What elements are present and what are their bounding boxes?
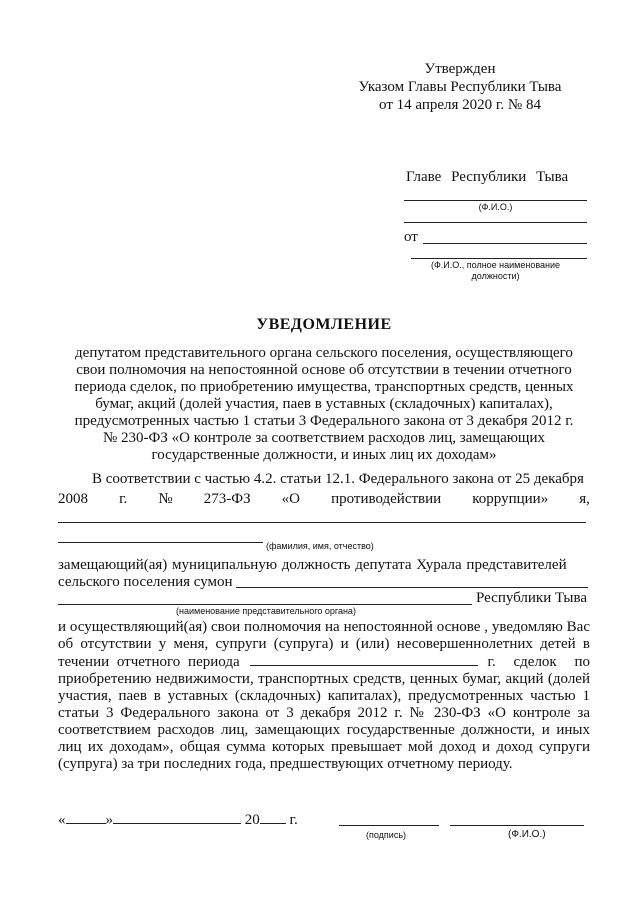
settlement-input-line[interactable] [236, 587, 588, 588]
statement-line: соответствием расходов лиц, замещающих государственные должности, и иных [58, 722, 590, 738]
notice-line: государственные должности, и иных лиц их доходам» [151, 447, 497, 463]
from-line-2[interactable] [411, 258, 587, 259]
statement-line: и осуществляющий(ая) свои полномочия на непостоянной основе , уведомляю Вас [58, 619, 590, 635]
name-input-line[interactable] [58, 522, 586, 523]
year-input-line[interactable] [260, 811, 286, 824]
notice-line: периода сделок, по приобретению имущества, транспортных средств, ценных [74, 379, 574, 395]
name-caption: (фамилия, имя, отчество) [266, 541, 374, 551]
period-label: течении отчетного периода [58, 654, 240, 670]
approval-line-3: от 14 апреля 2020 г. № 84 [379, 97, 541, 113]
statement-line-3 [58, 653, 590, 671]
year-suffix: г. [289, 812, 298, 828]
fio-caption: (Ф.И.О.) [478, 202, 513, 212]
statement-line: лиц их доходам», общая сумма которых превышает мой доход и доход супруги [58, 739, 590, 755]
statement-line: приобретению недвижимости, транспортных средств, ценных бумаг, акций (долей [58, 671, 590, 687]
statement-paragraph [58, 619, 590, 773]
intro-word: противодействии [331, 491, 442, 507]
intro-word: г. [119, 491, 128, 507]
day-input-line[interactable] [66, 811, 106, 824]
month-input-line[interactable] [113, 811, 241, 824]
position-line-1: замещающий(ая) муниципальную должность депутата Хурала представителей [58, 557, 567, 573]
notice-line: предусмотренных частью 1 статьи 3 Федерального закона от 3 декабря 2012 г. [74, 413, 574, 429]
statement-line: статьи 3 Федерального закона от 3 декабря 2012 г. № 230-ФЗ «О контроле за [58, 705, 590, 721]
intro-line-1: В соответствии с частью 4.2. статьи 12.1. Федерального закона от 25 декабря [92, 471, 584, 487]
name-input-line-2[interactable] [58, 542, 263, 543]
position-line-2: сельского поселения сумон [58, 574, 233, 590]
position-line-3: Республики Тыва [476, 590, 588, 606]
intro-word: коррупции» [472, 491, 549, 507]
signer-fio-input-line[interactable] [450, 825, 584, 826]
from-word: от [404, 229, 418, 245]
intro-word: 273-ФЗ [203, 491, 251, 507]
notice-line: свои полномочия на непостоянной основе об отсутствии в течении отчетного [76, 362, 572, 378]
addressee-to: Главе Республики Тыва [406, 169, 569, 185]
date-close-quote: » [105, 812, 113, 828]
notice-title: УВЕДОМЛЕНИЕ [256, 316, 392, 333]
signature-input-line[interactable] [339, 825, 439, 826]
organ-input-line[interactable] [58, 604, 472, 605]
notice-line: депутатом представительного органа сельского поселения, осуществляющего [75, 345, 573, 361]
fio-position-caption-line-2: должности) [471, 271, 520, 281]
addressee-fio-line-2[interactable] [404, 222, 587, 223]
notice-line: бумаг, акций (долей участия, паев в уставных (складочных) капиталах), [95, 396, 553, 412]
intro-word: я, [579, 491, 590, 507]
intro-word: «О [281, 491, 300, 507]
intro-word: № [158, 491, 173, 507]
approval-block [330, 60, 590, 114]
statement-line: об отсутствии у меня, супруги (супруга) и (или) несовершеннолетних детей в [58, 636, 590, 652]
organ-caption: (наименование представительного органа) [176, 606, 356, 616]
date-line [58, 811, 298, 829]
approval-line-2: Указом Главы Республики Тыва [358, 79, 562, 95]
notice-line: № 230-ФЗ «О контроле за соответствием расходов лиц, замещающих [102, 430, 546, 446]
statement-line: участия, паев в уставных (складочных) капиталах), предусмотренных частью 1 [58, 688, 590, 704]
fio-position-caption [404, 260, 587, 282]
intro-word: 2008 [58, 491, 88, 507]
year-century: 20 [244, 812, 260, 828]
intro-line-2 [58, 490, 590, 508]
fio-position-caption-line-1: (Ф.И.О., полное наименование [430, 260, 561, 270]
period-suffix: г. сделок по [487, 654, 590, 670]
from-line[interactable] [423, 243, 587, 244]
statement-line: (супруга) за три последних года, предшествующих отчетному периоду. [58, 756, 513, 772]
signature-caption: (подпись) [366, 830, 407, 840]
period-input-line[interactable] [250, 653, 478, 666]
approval-line-1: Утвержден [424, 61, 496, 77]
notice-body [58, 345, 590, 464]
date-open-quote: « [58, 812, 66, 828]
signer-fio-caption: (Ф.И.О.) [508, 829, 546, 840]
addressee-fio-line[interactable] [404, 200, 587, 201]
